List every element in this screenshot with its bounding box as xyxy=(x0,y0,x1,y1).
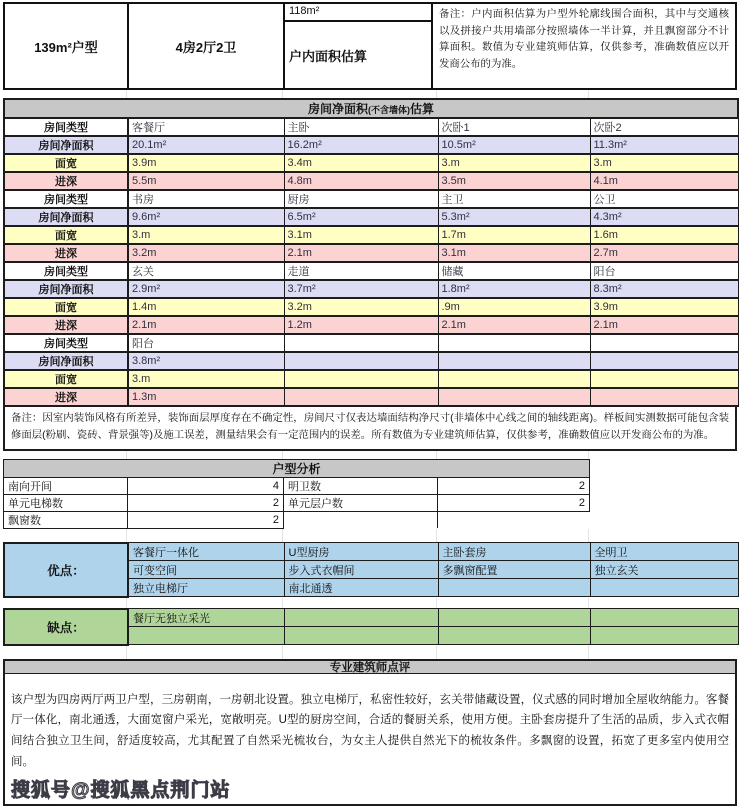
cons-label: 缺点： xyxy=(4,609,128,645)
room-area-cell: 4.3m² xyxy=(590,208,738,226)
empty-cell xyxy=(284,511,438,528)
gridline xyxy=(589,646,736,659)
gridline xyxy=(283,529,437,542)
gridline xyxy=(283,598,437,608)
analysis-label: 南向开间 xyxy=(4,477,128,494)
room-area-cell: 6.5m² xyxy=(284,208,438,226)
watermark: 搜狐号@搜狐黑点荆门站 xyxy=(11,780,231,802)
room-type-cell: 书房 xyxy=(128,190,284,208)
con-item-cell: 餐厅无独立采光 xyxy=(128,609,284,627)
room-width-cell: 3.2m xyxy=(284,298,438,316)
room-type-cell xyxy=(438,334,590,352)
room-type-cell: 走道 xyxy=(284,262,438,280)
analysis-value: 2 xyxy=(438,477,590,494)
room-depth-cell: 4.8m xyxy=(284,172,438,190)
con-item-cell xyxy=(590,609,738,627)
room-depth-cell xyxy=(284,388,438,406)
room-type-cell: 主卧 xyxy=(284,118,438,136)
room-area-cell xyxy=(438,352,590,370)
gridline xyxy=(127,646,283,659)
grid-gap xyxy=(3,646,737,659)
room-type-cell xyxy=(590,334,738,352)
con-item-cell xyxy=(438,627,590,645)
room-depth-cell: 3.5m xyxy=(438,172,590,190)
top-summary-block xyxy=(3,2,737,90)
gridline xyxy=(3,90,127,98)
row-label: 面宽 xyxy=(4,298,128,316)
indoor-area-cell xyxy=(285,4,433,88)
room-depth-cell: 2.1m xyxy=(438,316,590,334)
pro-item-cell: 步入式衣帽间 xyxy=(284,561,438,579)
pro-item-cell: 南北通透 xyxy=(284,579,438,597)
row-label: 面宽 xyxy=(4,226,128,244)
gridline xyxy=(3,529,127,542)
pro-item-cell: 客餐厅一体化 xyxy=(128,543,284,561)
grid-gap xyxy=(3,598,737,608)
gridline xyxy=(437,529,589,542)
con-item-cell xyxy=(590,627,738,645)
gridline xyxy=(127,598,283,608)
room-depth-cell: 2.1m xyxy=(284,244,438,262)
gridline xyxy=(3,598,127,608)
grid-gap xyxy=(3,529,737,542)
room-width-cell: 1.6m xyxy=(590,226,738,244)
gridline xyxy=(437,451,589,459)
room-area-cell: 3.7m² xyxy=(284,280,438,298)
room-depth-cell: 5.5m xyxy=(128,172,284,190)
pro-item-cell: 独立电梯厅 xyxy=(128,579,284,597)
room-area-cell: 11.3m² xyxy=(590,136,738,154)
row-label: 进深 xyxy=(4,172,128,190)
analysis-value: 4 xyxy=(128,477,284,494)
room-width-cell xyxy=(590,370,738,388)
top-note: 备注：户内面积估算为户型外轮廓线围合面积，其中与交通核以及拼接户共用墙部分按照墙体一半计算，并且飘窗部分不计算面积。数值为专业建筑师估算，仅供参考，准确数值应以开发商公布的为准。 xyxy=(439,9,729,70)
room-type-cell: 阳台 xyxy=(590,262,738,280)
review-title: 专业建筑师点评 xyxy=(3,659,737,674)
analysis-label: 飘窗数 xyxy=(4,511,128,528)
room-area-cell: 5.3m² xyxy=(438,208,590,226)
pro-item-cell: 主卧套房 xyxy=(438,543,590,561)
room-type-cell: 次卧1 xyxy=(438,118,590,136)
room-area-cell xyxy=(590,352,738,370)
room-type-cell: 玄关 xyxy=(128,262,284,280)
room-width-cell: 3.m xyxy=(438,154,590,172)
room-area-cell xyxy=(284,352,438,370)
room-area-cell: 16.2m² xyxy=(284,136,438,154)
room-depth-cell: 1.3m xyxy=(128,388,284,406)
room-type-cell: 公卫 xyxy=(590,190,738,208)
measurement-note: 备注：因室内装饰风格有所差异，装饰面层厚度存在不确定性，房间尺寸仅表达墙面结构净尺寸(非墙体中心线之间的轴线距离)。样板间实测数据可能包含装修面层(粉刷、瓷砖、背景强等)及施工误差，测量结果会有一定范围内的误差。所有数值为专业建筑师估算，仅供参考，准确数值应以开发商公布的为准。 xyxy=(3,407,737,451)
room-type-cell: 储藏 xyxy=(438,262,590,280)
row-label: 房间净面积 xyxy=(4,136,128,154)
row-label: 房间类型 xyxy=(4,334,128,352)
analysis-label: 单元电梯数 xyxy=(4,494,128,511)
room-type-cell: 阳台 xyxy=(128,334,284,352)
room-width-cell: 3.9m xyxy=(128,154,284,172)
gridline xyxy=(283,646,437,659)
room-area-cell: 3.8m² xyxy=(128,352,284,370)
gridline xyxy=(437,598,589,608)
room-width-cell: 1.7m xyxy=(438,226,590,244)
indoor-area-value: 118m² xyxy=(285,4,431,22)
pro-item-cell: 可变空间 xyxy=(128,561,284,579)
analysis-label: 明卫数 xyxy=(284,477,438,494)
room-width-cell: 3.m xyxy=(590,154,738,172)
room-depth-cell: 2.1m xyxy=(128,316,284,334)
review-box xyxy=(3,674,737,806)
room-type-cell: 主卫 xyxy=(438,190,590,208)
con-item-cell xyxy=(284,609,438,627)
room-width-cell: .9m xyxy=(438,298,590,316)
indoor-area-label: 户内面积估算 xyxy=(289,48,368,64)
gridline xyxy=(127,90,283,98)
room-width-cell: 3.m xyxy=(128,226,284,244)
room-type-cell: 次卧2 xyxy=(590,118,738,136)
gridline xyxy=(283,451,437,459)
gridline xyxy=(589,90,736,98)
analysis-value: 2 xyxy=(128,494,284,511)
room-area-cell: 1.8m² xyxy=(438,280,590,298)
pros-label: 优点： xyxy=(4,543,128,597)
pro-item-cell: 多飘窗配置 xyxy=(438,561,590,579)
grid-gap xyxy=(3,90,737,98)
row-label: 房间类型 xyxy=(4,262,128,280)
row-label: 进深 xyxy=(4,388,128,406)
room-depth-cell: 2.7m xyxy=(590,244,738,262)
row-label: 房间类型 xyxy=(4,190,128,208)
room-width-cell: 3.4m xyxy=(284,154,438,172)
gridline xyxy=(589,598,736,608)
pros-table xyxy=(3,542,739,598)
pro-item-cell: 独立玄关 xyxy=(590,561,738,579)
gridline xyxy=(283,90,437,98)
cons-table xyxy=(3,608,739,646)
room-depth-cell: 3.2m xyxy=(128,244,284,262)
room-width-cell: 3.1m xyxy=(284,226,438,244)
analysis-value: 2 xyxy=(128,511,284,528)
row-label: 面宽 xyxy=(4,370,128,388)
room-depth-cell: 2.1m xyxy=(590,316,738,334)
room-type-cell: 厨房 xyxy=(284,190,438,208)
room-depth-cell xyxy=(590,388,738,406)
row-label: 房间净面积 xyxy=(4,352,128,370)
gridline xyxy=(589,529,736,542)
con-item-cell xyxy=(284,627,438,645)
row-label: 房间类型 xyxy=(4,118,128,136)
gridline xyxy=(3,646,127,659)
room-layout-cell: 4房2厅2卫 xyxy=(129,4,285,88)
row-label: 房间净面积 xyxy=(4,208,128,226)
gridline xyxy=(437,90,589,98)
row-label: 面宽 xyxy=(4,154,128,172)
review-body: 该户型为四房两厅两卫户型，三房朝南，一房朝北设置。独立电梯厅，私密性较好，玄关带储藏设置，仪式感的同时增加全屋收纳能力。客餐厅一体化，南北通透，大面宽窗户采光，宽敞明亮。U型的厨房空间，合适的餐厨关系，使用方便。主卧套房提升了生活的品质，步入式衣帽间结合独立卫生间，舒适度较高，尤其配置了自然采光梳妆台，为女主人提供自然光下的梳妆条件。多飘窗的设置，拓宽了更多室内使用空间。 xyxy=(11,693,729,768)
room-area-cell: 9.6m² xyxy=(128,208,284,226)
room-net-area-table xyxy=(3,98,739,407)
room-depth-cell: 3.1m xyxy=(438,244,590,262)
gridline xyxy=(589,451,736,459)
unit-analysis-table xyxy=(3,459,590,529)
room-type-cell: 客餐厅 xyxy=(128,118,284,136)
analysis-value: 2 xyxy=(438,494,590,511)
room-depth-cell: 4.1m xyxy=(590,172,738,190)
pro-item-cell: U型厨房 xyxy=(284,543,438,561)
pro-item-cell: 全明卫 xyxy=(590,543,738,561)
pro-item-cell xyxy=(590,579,738,597)
room-type-cell xyxy=(284,334,438,352)
con-item-cell xyxy=(438,609,590,627)
analysis-label: 单元层户数 xyxy=(284,494,438,511)
room-depth-cell: 1.2m xyxy=(284,316,438,334)
row-label: 房间净面积 xyxy=(4,280,128,298)
room-width-cell: 3.m xyxy=(128,370,284,388)
room-table-title: 房间净面积(不含墙体)估算 xyxy=(4,99,738,118)
analysis-title: 户型分析 xyxy=(4,459,590,477)
room-width-cell: 1.4m xyxy=(128,298,284,316)
room-depth-cell xyxy=(438,388,590,406)
con-item-cell xyxy=(128,627,284,645)
unit-type-cell: 139m²户型 xyxy=(5,4,129,88)
row-label: 进深 xyxy=(4,244,128,262)
room-area-cell: 2.9m² xyxy=(128,280,284,298)
room-area-cell: 20.1m² xyxy=(128,136,284,154)
gridline xyxy=(437,646,589,659)
grid-gap xyxy=(3,451,737,459)
room-area-cell: 10.5m² xyxy=(438,136,590,154)
gridline xyxy=(127,451,283,459)
empty-cell xyxy=(438,511,590,528)
gridline xyxy=(3,451,127,459)
row-label: 进深 xyxy=(4,316,128,334)
pro-item-cell xyxy=(438,579,590,597)
room-area-cell: 8.3m² xyxy=(590,280,738,298)
gridline xyxy=(127,529,283,542)
room-width-cell xyxy=(284,370,438,388)
room-width-cell xyxy=(438,370,590,388)
room-width-cell: 3.9m xyxy=(590,298,738,316)
